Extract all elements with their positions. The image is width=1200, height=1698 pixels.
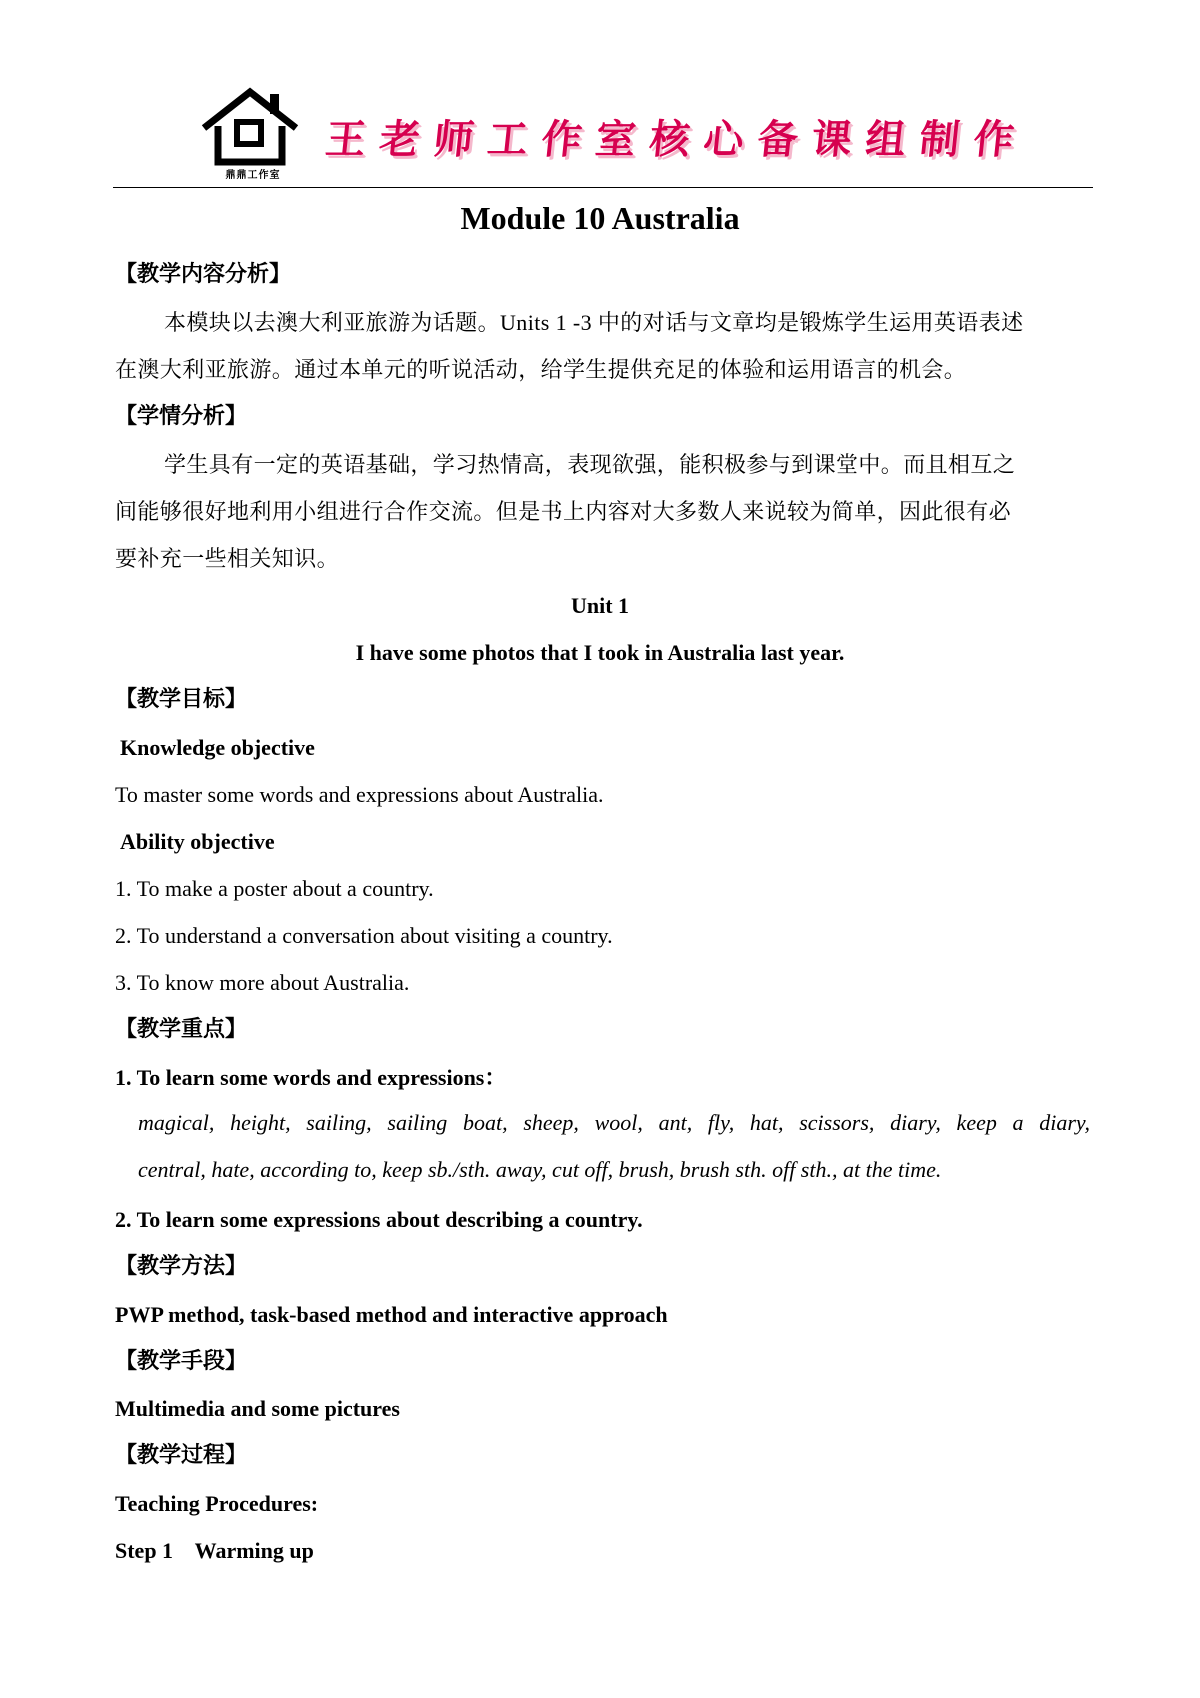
unit-label: Unit 1: [570, 593, 630, 618]
key-point-1: 1. To learn some words and expressions：: [115, 1065, 507, 1090]
section-heading-means: 【教学手段】: [115, 1349, 248, 1374]
means-text: Multimedia and some pictures: [115, 1396, 400, 1421]
methods-text: PWP method, task-based method and interactive approach: [115, 1302, 668, 1327]
ability-item: 1. To make a poster about a country.: [115, 876, 434, 901]
section-heading-methods: 【教学方法】: [115, 1254, 248, 1279]
header-divider: [113, 187, 1093, 188]
banner-text: 王老师工作室核心备课组制作: [323, 117, 1031, 163]
knowledge-heading: Knowledge objective: [120, 735, 315, 760]
paragraph-line: 学生具有一定的英语基础，学习热情高，表现欲强，能积极参与到课堂中。而且相互之: [164, 452, 1016, 477]
ability-heading: Ability objective: [120, 829, 275, 854]
paragraph-line: 间能够很好地利用小组进行合作交流。但是书上内容对大多数人来说较为简单，因此很有必: [115, 499, 1012, 524]
step-1-heading: Step 1 Warming up: [115, 1538, 314, 1563]
section-heading-content-analysis: 【教学内容分析】: [115, 262, 292, 287]
section-heading-process: 【教学过程】: [115, 1443, 248, 1468]
section-heading-key-points: 【教学重点】: [115, 1017, 248, 1042]
unit-title: I have some photos that I took in Australia last year.: [355, 640, 845, 665]
section-heading-objectives: 【教学目标】: [115, 687, 248, 712]
paragraph-line: 在澳大利亚旅游。通过本单元的听说活动，给学生提供充足的体验和运用语言的机会。: [115, 357, 967, 382]
vocab-line: central, hate, according to, keep sb./sth. away, cut off, brush, brush sth. off sth., at the time.: [138, 1157, 942, 1182]
knowledge-text: To master some words and expressions about Australia.: [115, 782, 604, 807]
page-header: [200, 86, 1100, 186]
ability-item: 2. To understand a conversation about visiting a country.: [115, 923, 613, 948]
section-heading-student-analysis: 【学情分析】: [115, 404, 248, 429]
logo-caption: 鼎鼎工作室: [225, 170, 281, 181]
key-point-2: 2. To learn some expressions about describing a country.: [115, 1207, 643, 1232]
page-title: Module 10 Australia: [460, 200, 740, 236]
paragraph-line: 要补充一些相关知识。: [115, 546, 340, 571]
paragraph-line: 本模块以去澳大利亚旅游为话题。Units 1 -3 中的对话与文章均是锻炼学生运用英语表述: [164, 310, 1024, 335]
procedures-heading: Teaching Procedures:: [115, 1491, 319, 1516]
vocab-line: magical, height, sailing, sailing boat, sheep, wool, ant, fly, hat, scissors, diary, keep a diary,: [138, 1110, 1090, 1135]
ability-item: 3. To know more about Australia.: [115, 970, 410, 995]
